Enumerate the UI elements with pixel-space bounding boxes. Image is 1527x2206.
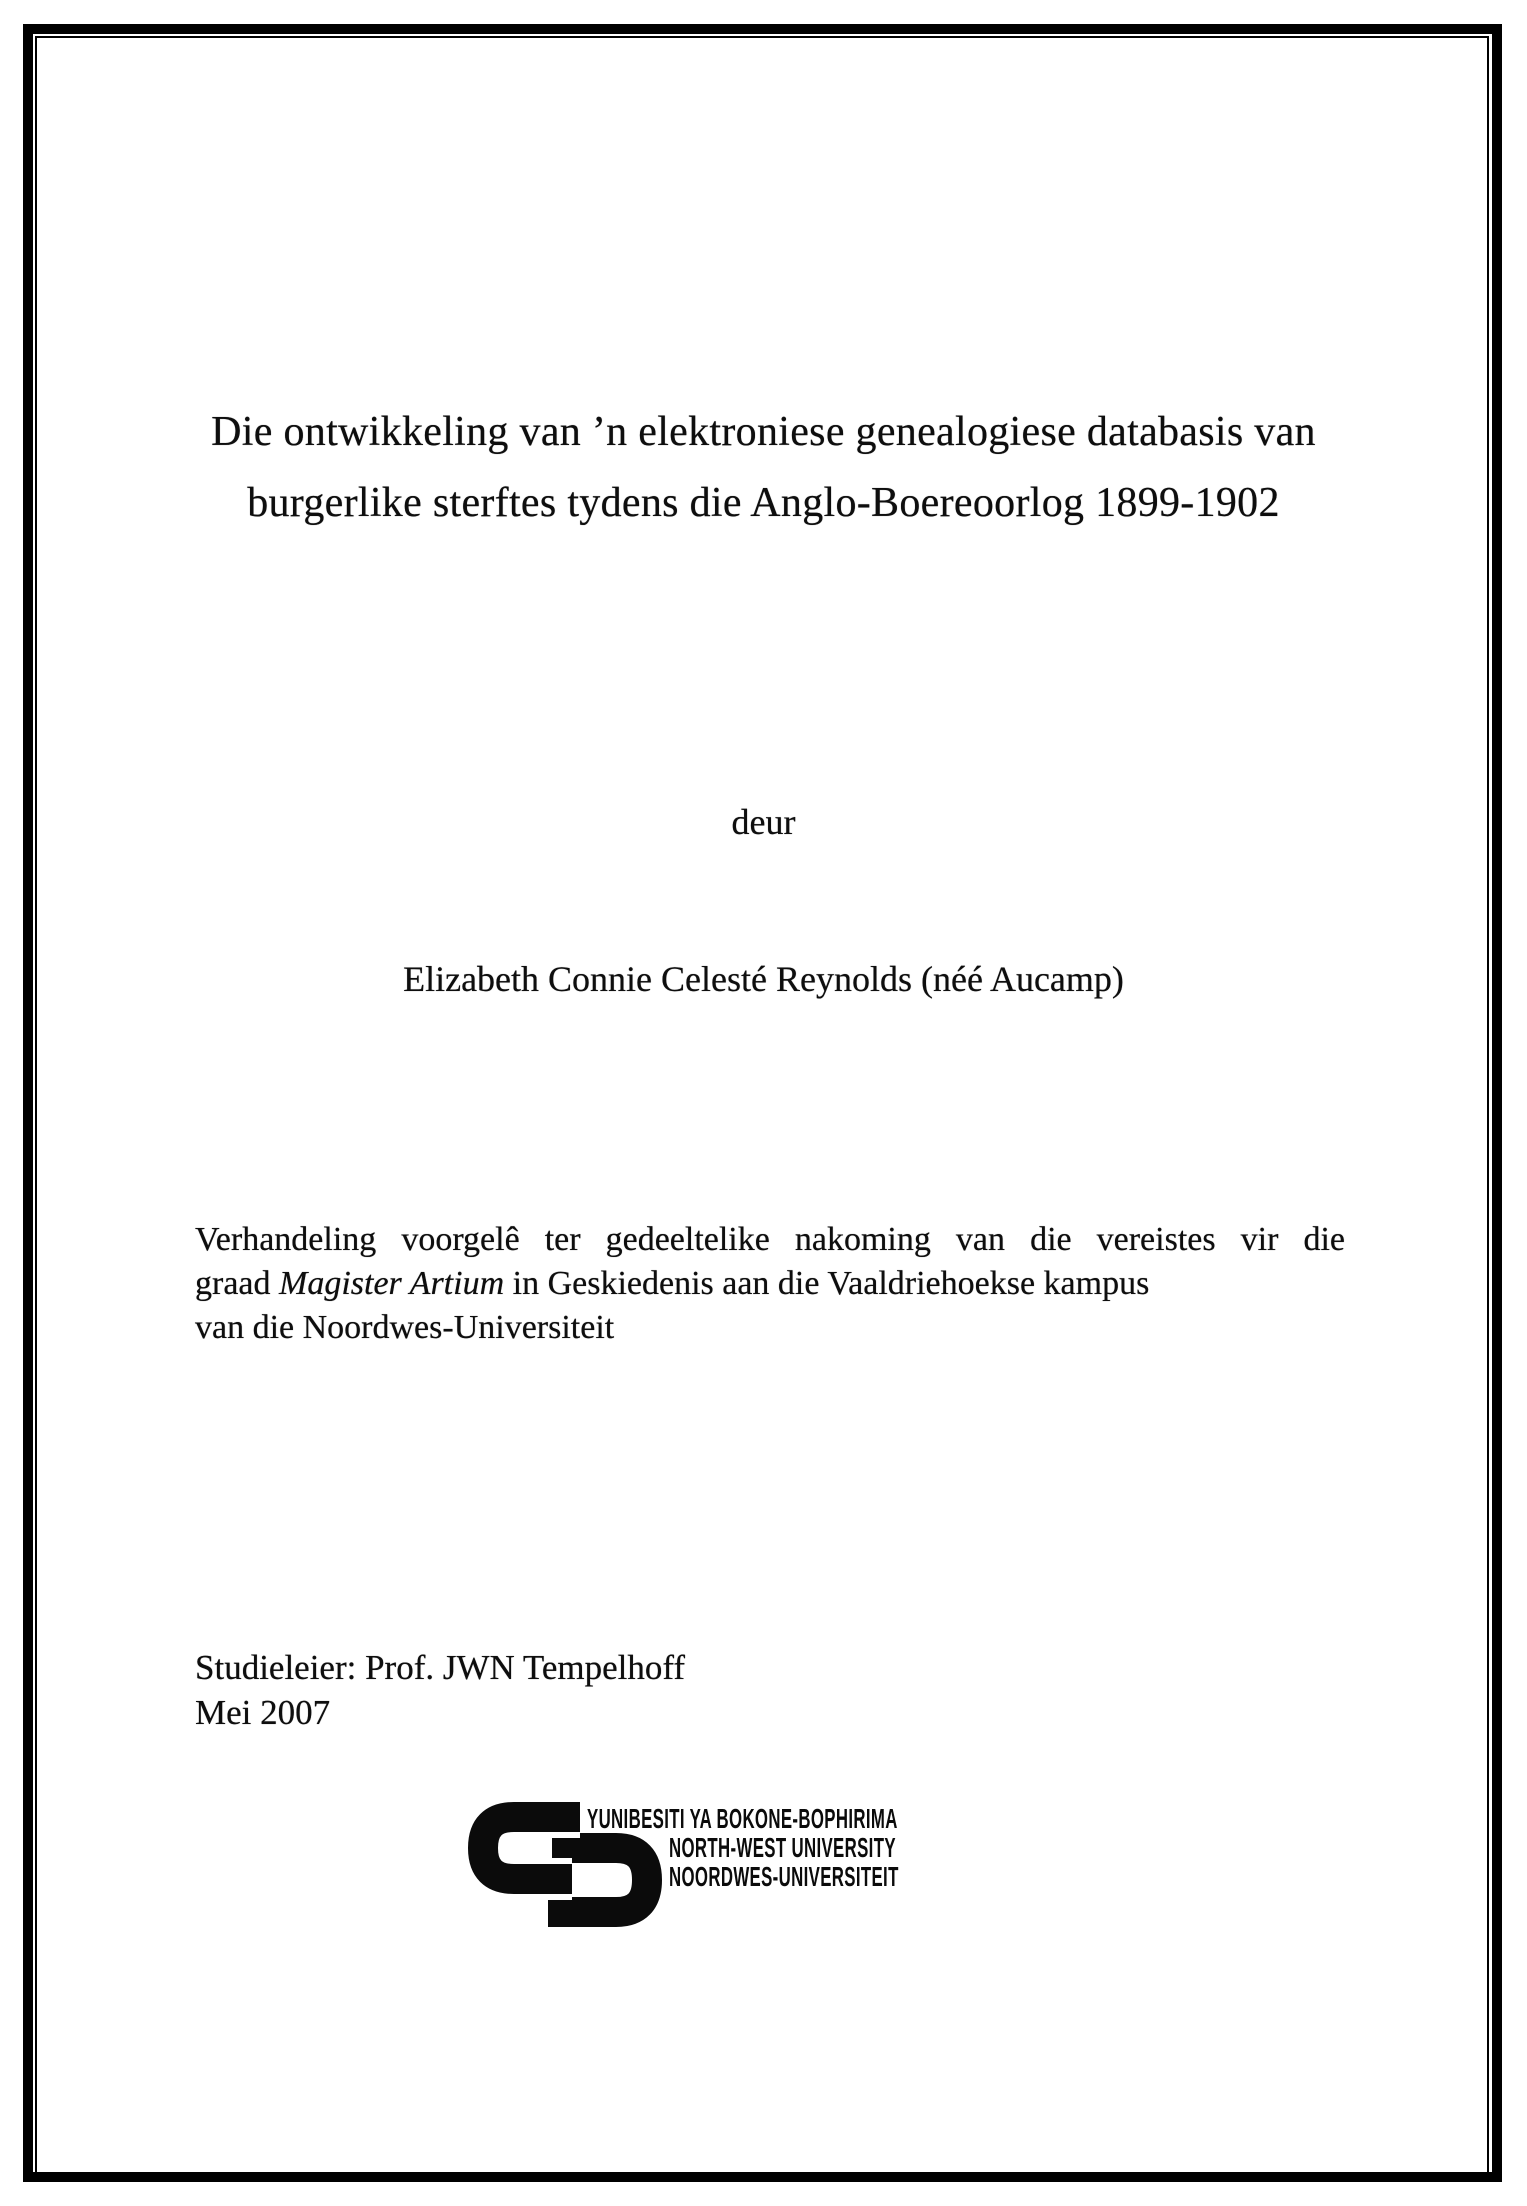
statement-line-2: [195, 1262, 1345, 1306]
statement-line-2-pre: graad: [195, 1265, 280, 1302]
supervisor-line: Studieleier: Prof. JWN Tempelhoff: [195, 1648, 686, 1687]
logo-wordmark-line-3: [669, 1862, 1107, 1891]
title-line-2: burgerlike sterftes tydens die Anglo-Boereoorlog 1899-1902: [247, 480, 1280, 526]
title-line-1: Die ontwikkeling van ’n elektroniese genealogiese databasis van: [211, 409, 1316, 455]
byline: deur: [731, 802, 796, 842]
thesis-statement: [195, 1218, 1345, 1350]
logo-wordmark-text-1: YUNIBESITI YA BOKONE-BOPHIRIMA: [587, 1803, 898, 1834]
logo-wordmark-line-2: [669, 1833, 1107, 1862]
statement-line-1: Verhandeling voorgelê ter gedeeltelike nakoming van die vereistes vir die: [195, 1221, 1345, 1258]
statement-line-2-post: in Geskiedenis aan die Vaaldriehoekse kampus: [504, 1265, 1150, 1302]
thesis-title: [100, 397, 1427, 539]
university-logo: [466, 1798, 1106, 1930]
date-line: Mei 2007: [195, 1693, 331, 1732]
logo-wordmark-text-2: NORTH-WEST UNIVERSITY: [669, 1832, 896, 1863]
logo-wordmark: [587, 1804, 1107, 1891]
statement-line-3: van die Noordwes-Universiteit: [195, 1309, 615, 1346]
logo-wordmark-text-3: NOORDWES-UNIVERSITEIT: [669, 1861, 899, 1892]
statement-degree-italic: Magister Artium: [279, 1265, 505, 1302]
logo-wordmark-line-1: [587, 1804, 1107, 1833]
author-name: Elizabeth Connie Celesté Reynolds (néé Aucamp): [403, 959, 1124, 999]
supervisor-block: [195, 1645, 1095, 1735]
